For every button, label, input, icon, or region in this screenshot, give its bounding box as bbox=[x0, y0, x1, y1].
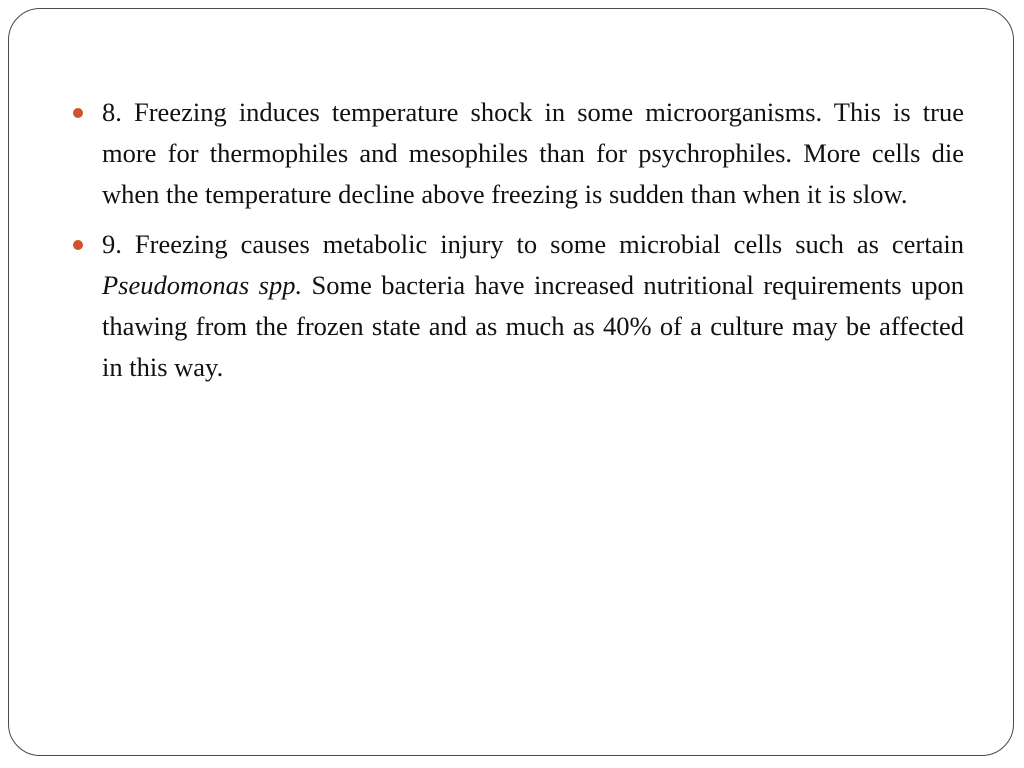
bullet-text-after: Some bacteria have increased nutritional requirements upon thawing from the frozen state and as much as 40% of a culture may be affected in this way. bbox=[102, 270, 964, 382]
bullet-dot-icon bbox=[73, 240, 83, 250]
bullet-item-9 bbox=[67, 224, 964, 388]
bullet-dot-icon bbox=[73, 108, 83, 118]
bullet-item-8 bbox=[67, 92, 964, 215]
italic-species-term: Pseudomonas spp. bbox=[102, 270, 303, 300]
slide-frame bbox=[8, 8, 1014, 756]
slide-content bbox=[67, 92, 964, 397]
bullet-text: 8. Freezing induces temperature shock in some microorganisms. This is true more for thermophiles and mesophiles than for psychrophiles. More cells die when the temperature decline above freezing is sudden than when it is slow. bbox=[102, 97, 964, 209]
bullet-text-before: 9. Freezing causes metabolic injury to some microbial cells such as certain bbox=[102, 229, 964, 259]
